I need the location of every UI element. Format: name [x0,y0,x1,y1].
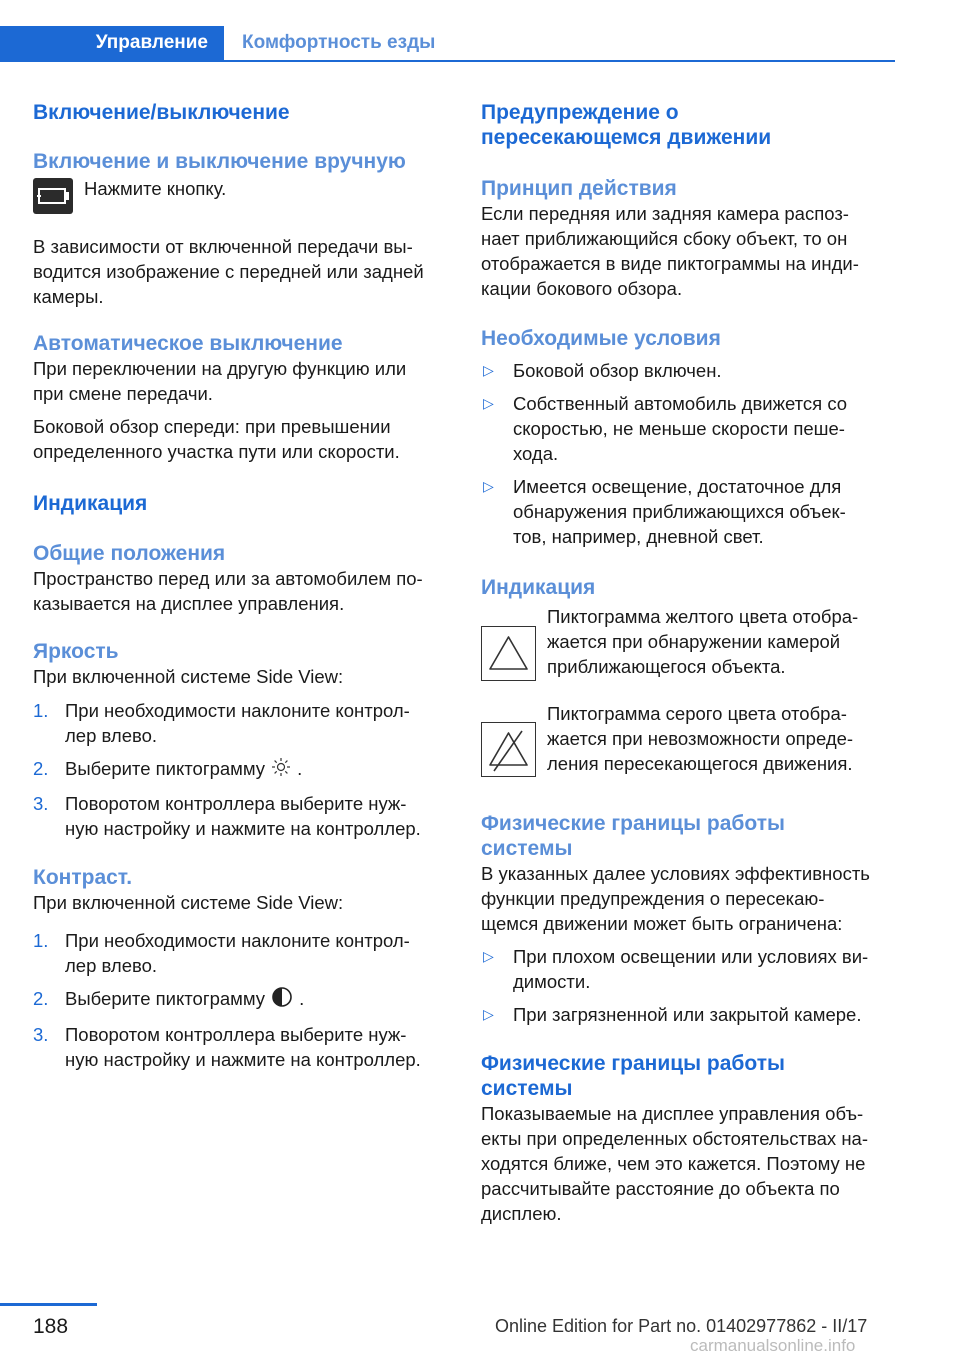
limits2-line: дисплею. [481,1203,562,1224]
limits-line: функции предупреждения о пересекаю- [481,888,825,909]
auto-line-4: определенного участка пути или скорости. [33,441,400,462]
limits-line: В указанных далее условиях эффективность [481,863,870,884]
button-instruction [33,178,448,234]
bullet-triangle-icon: ▷ [483,395,494,411]
principle-line: кации бокового обзора. [481,278,683,299]
heading-limits-2a: Физические границы работы [481,1052,785,1075]
contrast-icon [271,986,293,1014]
heading-cross-traffic-2: пересекающемся движении [481,126,772,149]
limits2-line: рассчитывайте расстояние до объекта по [481,1178,840,1199]
list-item: 1. При необходимости наклоните контрол- лер влево. [33,700,410,746]
depending-line-2: водится изображение с передней или задней [33,261,424,282]
heading-limits-2b: системы [481,1077,573,1100]
list-item: 3. Поворотом контроллера выберите нуж- ную настройку и нажмите на контроллер. [33,1024,421,1071]
right-column [481,100,896,1226]
edition-text: Online Edition for Part no. 01402977862 - II/17 [495,1316,868,1336]
header-section-title: Комфортность езды [242,32,436,53]
heading-cross-traffic-1: Предупреждение о [481,101,679,124]
yellow-indication: Пиктограмма желтого цвета отобра- жается при обнаружении камерой приближающегося объекта. [481,604,896,704]
heading-general: Общие положения [33,542,226,565]
warning-triangle-crossed-icon [481,722,536,777]
brightness-steps [33,698,448,841]
list-item: 1. При необходимости наклоните контрол- лер влево. [33,930,410,977]
camera-button-icon [33,178,73,214]
principle-line: Если передняя или задняя камера распоз- [481,203,849,224]
list-item: ▷ При загрязненной или закрытой камере. [483,1004,862,1025]
principle-line: отображается в виде пиктограммы на инди- [481,253,859,274]
depending-line-1: В зависимости от включенной передачи вы- [33,236,413,257]
limits-line: щемся движении может быть ограничена: [481,913,843,934]
heading-principle: Принцип действия [481,177,677,200]
general-line-1: Пространство перед или за автомобилем по- [33,568,423,589]
heading-limits-1a: Физические границы работы [481,812,785,835]
warning-triangle-icon [481,626,536,681]
list-item: ▷ Боковой обзор включен. [483,360,722,381]
general-line-2: казывается на дисплее управления. [33,593,345,614]
auto-line-3: Боковой обзор спереди: при превышении [33,416,391,437]
brightness-icon [271,757,291,783]
footer-rule [0,1303,97,1306]
bullet-triangle-icon: ▷ [483,1006,494,1022]
heading-auto-off: Автоматическое выключение [33,332,343,355]
principle-line: нает приближающийся сбоку объект, то он [481,228,848,249]
list-item: 2. Выберите пиктограмму . [33,756,448,783]
contrast-intro: При включенной системе Side View: [33,892,344,914]
list-item: 3. Поворотом контроллера выберите нуж- ную настройку и нажмите на контроллер. [33,793,421,840]
heading-indication: Индикация [481,576,596,599]
running-header [0,26,895,62]
heading-on-off: Включение/выключение [33,101,290,124]
bullet-triangle-icon: ▷ [483,362,494,378]
heading-limits-1b: системы [481,837,573,860]
list-item: ▷ При плохом освещении или условиях ви- димости. [483,946,869,992]
heading-conditions: Необходимые условия [481,327,721,350]
bullet-triangle-icon: ▷ [483,478,494,494]
auto-line-1: При переключении на другую функцию или [33,358,407,379]
page-number: 188 [33,1315,69,1338]
auto-line-2: при смене передачи. [33,383,213,404]
header-rule [0,60,895,62]
conditions-list [481,358,896,549]
limits2-line: Показываемые на дисплее управления объ- [481,1103,864,1124]
heading-manual: Включение и выключение вручную [33,150,406,173]
header-chapter-tab: Управление [0,26,224,60]
brightness-intro: При включенной системе Side View: [33,666,344,687]
heading-contrast: Контраст. [33,866,133,890]
watermark: carmanualsonline.info [690,1336,856,1355]
limits2-line: ходятся ближе, чем это кажется. Поэтому не [481,1153,866,1174]
list-item: ▷ Имеется освещение, достаточное для обнаружения приближающихся объек- тов, например, дневной свет. [483,476,846,547]
bullet-triangle-icon: ▷ [483,948,494,964]
press-button-text: Нажмите кнопку. [84,178,227,199]
depending-line-3: камеры. [33,286,104,307]
heading-brightness: Яркость [33,640,119,663]
limits2-line: екты при определенных обстоятельствах на- [481,1128,868,1149]
gray-indication: Пиктограмма серого цвета отобра- жается при невозможности опреде- ления пересекающегося движения. [481,704,896,811]
list-item: 2. Выберите пиктограмму . [33,986,448,1014]
contrast-steps [33,928,448,1072]
heading-display: Индикация [33,492,148,515]
left-column [33,100,448,1072]
limits-list [481,944,896,1027]
list-item: ▷ Собственный автомобиль движется со скоростью, не меньше скорости пеше- хода. [483,393,848,464]
